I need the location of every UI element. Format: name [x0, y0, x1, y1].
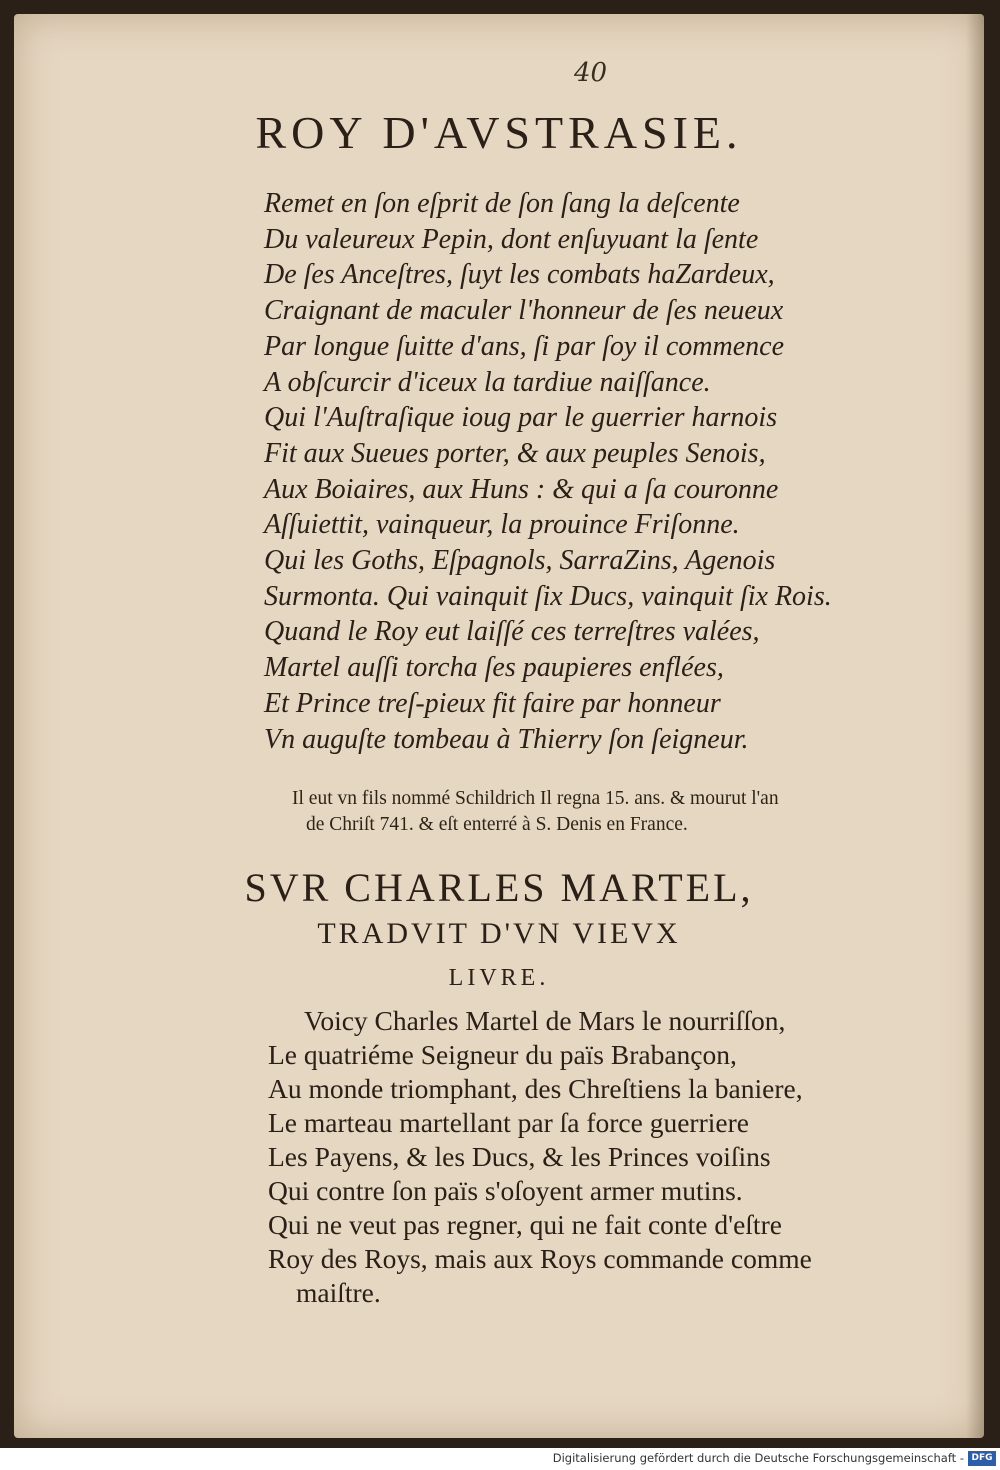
page-content: [14, 14, 984, 1438]
prose-line: de Chriſt 741. & eſt enterré à S. Denis en France.: [306, 814, 688, 835]
verse-line: maiſtre.: [296, 1277, 381, 1308]
verse-line: Qui ne veut pas regner, qui ne fait conte d'eſtre: [268, 1209, 782, 1240]
footer-bar: [0, 1448, 1000, 1470]
section-heading: SVR CHARLES MARTEL,: [244, 865, 754, 910]
verse-line: Qui l'Auſtraſique ioug par le guerrier harnois: [264, 402, 778, 434]
book-page: [14, 14, 984, 1438]
section-subheading: TRADVIT D'VN VIEVX: [317, 917, 681, 950]
verse-line: Voicy Charles Martel de Mars le nourriſſon,: [304, 1005, 786, 1036]
footer-credit: Digitalisierung gefördert durch die Deutsche Forschungsgemeinschaft -: [552, 1451, 964, 1465]
verse-line: Par longue ſuitte d'ans, ſi par ſoy il commence: [264, 330, 785, 362]
page-number: 40: [574, 58, 608, 88]
verse-line: Martel auſſi torcha ſes paupieres enflées,: [264, 652, 724, 684]
section-subheading-2: LIVRE.: [448, 965, 550, 991]
running-title: ROY D'AVSTRASIE.: [255, 107, 743, 158]
verse-line: Au monde triomphant, des Chreſtiens la baniere,: [268, 1073, 803, 1104]
verse-line: Et Prince treſ-pieux fit faire par honneur: [264, 687, 721, 719]
verse-line: Roy des Roys, mais aux Roys commande comme: [268, 1243, 812, 1274]
verse-line: Craignant de maculer l'honneur de ſes neueux: [264, 295, 784, 327]
verse-line: Vn auguſte tombeau à Thierry ſon ſeigneur.: [264, 723, 749, 755]
prose-note: [292, 786, 932, 838]
italic-verse: [264, 186, 964, 757]
verse-line: Remet en ſon eſprit de ſon ſang la deſcente: [264, 188, 740, 219]
verse-line: Les Payens, & les Ducs, & les Princes voiſins: [268, 1141, 771, 1172]
verse-line: Aſſuiettit, vainqueur, la prouince Friſonne.: [264, 509, 740, 541]
prose-line: Il eut vn fils nommé Schildrich Il regna 15. ans. & mourut l'an: [292, 788, 779, 809]
verse-line: Quand le Roy eut laiſſé ces terreſtres valées,: [264, 616, 760, 648]
dfg-logo-icon[interactable]: DFG: [968, 1451, 996, 1466]
verse-line: Aux Boiaires, aux Huns : & qui a ſa couronne: [264, 473, 779, 505]
verse-line: Fit aux Sueues porter, & aux peuples Senois,: [264, 437, 766, 469]
verse-line: Qui contre ſon païs s'oſoyent armer mutins.: [268, 1175, 743, 1206]
verse-line: Qui les Goths, Eſpagnols, SarraZins, Agenois: [264, 545, 776, 577]
verse-line: Du valeureux Pepin, dont enſuyuant la ſente: [264, 223, 759, 255]
roman-verse: [268, 1004, 968, 1310]
verse-line: Le quatriéme Seigneur du païs Brabançon,: [268, 1039, 737, 1070]
verse-line: Le marteau martellant par ſa force guerriere: [268, 1107, 749, 1138]
verse-line: Surmonta. Qui vainquit ſix Ducs, vainquit ſix Rois.: [264, 580, 832, 612]
verse-line: A obſcurcir d'iceux la tardiue naiſſance.: [264, 366, 711, 398]
verse-line: De ſes Anceſtres, ſuyt les combats haZardeux,: [264, 259, 775, 291]
